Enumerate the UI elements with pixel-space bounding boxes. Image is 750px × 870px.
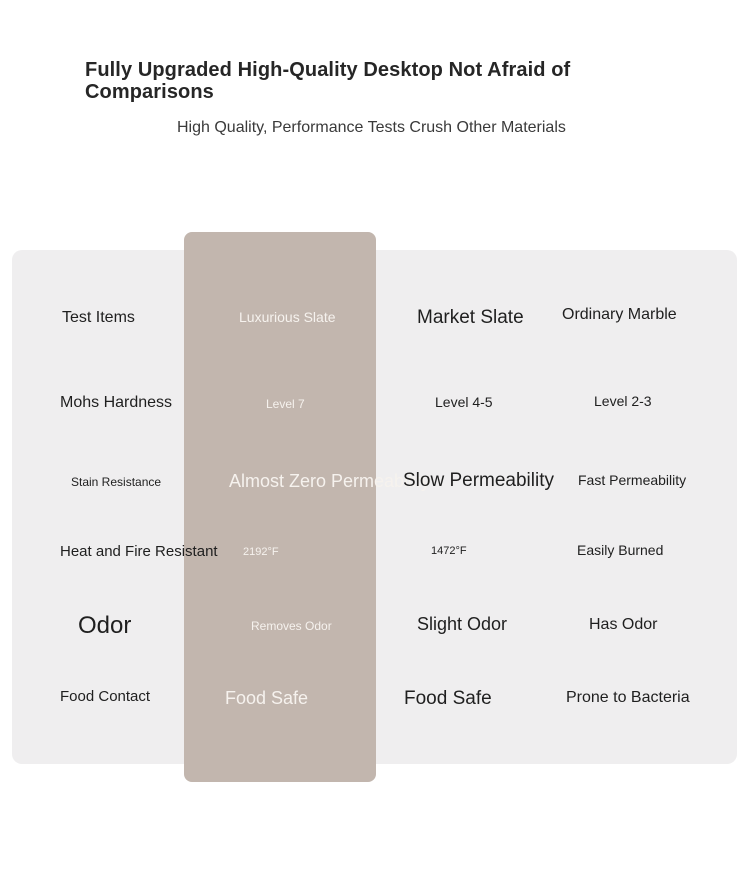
row-luxurious-heat-fire-resistant: 2192°F (243, 546, 279, 558)
row-luxurious-odor: Removes Odor (251, 619, 332, 633)
column-header-luxurious-slate: Luxurious Slate (239, 309, 336, 325)
row-item-mohs-hardness: Mohs Hardness (60, 394, 173, 411)
column-header-ordinary-marble: Ordinary Marble (562, 306, 677, 323)
row-market-stain-resistance: Slow Permeability (403, 470, 554, 491)
row-item-heat-fire-resistant: Heat and Fire Resistant (60, 543, 218, 560)
row-marble-mohs-hardness: Level 2-3 (594, 393, 652, 409)
row-market-food-contact: Food Safe (404, 688, 492, 709)
row-marble-food-contact: Prone to Bacteria (566, 689, 690, 706)
row-market-mohs-hardness: Level 4-5 (435, 394, 493, 410)
row-luxurious-stain-resistance: Almost Zero Permeability (229, 471, 431, 491)
row-luxurious-food-contact: Food Safe (225, 688, 309, 708)
row-market-odor: Slight Odor (417, 614, 508, 634)
page-subtitle: High Quality, Performance Tests Crush Other Materials (177, 119, 566, 136)
row-market-heat-fire-resistant: 1472°F (431, 545, 467, 557)
row-marble-stain-resistance: Fast Permeability (578, 472, 687, 488)
row-item-odor: Odor (78, 612, 132, 639)
row-item-stain-resistance: Stain Resistance (71, 475, 162, 489)
row-marble-odor: Has Odor (589, 616, 658, 633)
column-header-market-slate: Market Slate (417, 307, 524, 328)
row-marble-heat-fire-resistant: Easily Burned (577, 542, 664, 558)
row-luxurious-mohs-hardness: Level 7 (266, 397, 305, 411)
page-title: Fully Upgraded High-Quality Desktop Not Afraid of Comparisons (85, 59, 571, 103)
column-header-test-items: Test Items (62, 309, 135, 326)
row-item-food-contact: Food Contact (60, 688, 151, 705)
